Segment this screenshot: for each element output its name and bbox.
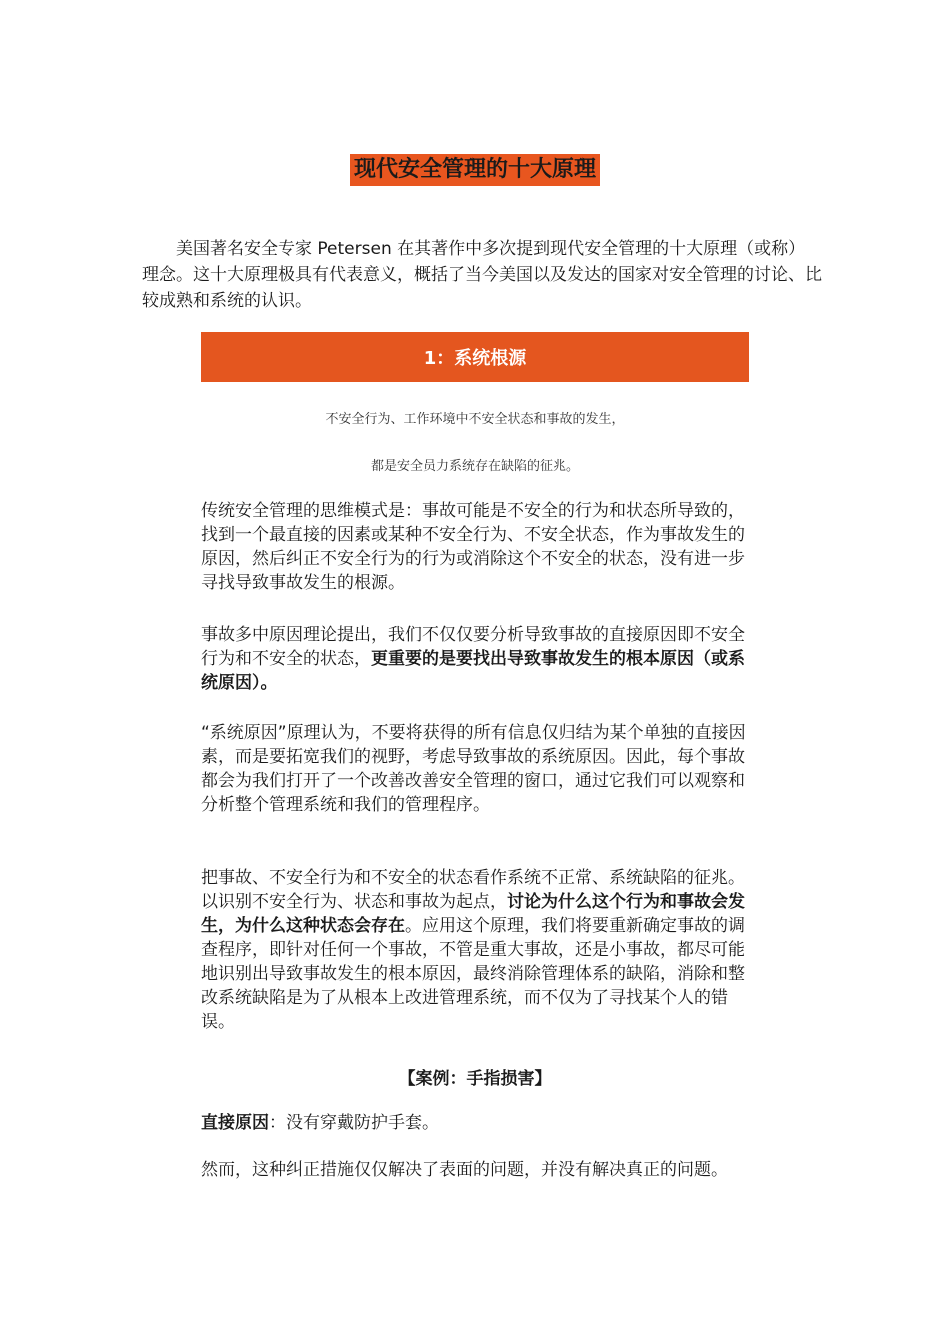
direct-cause-text: ：没有穿戴防护手套。 xyxy=(269,1113,439,1133)
direct-cause xyxy=(201,1111,749,1135)
direct-cause-label: 直接原因 xyxy=(201,1113,269,1133)
paragraph-4-emphasis: 讨论为什么这个行为和事故会发生，为什么这种状态会存在 xyxy=(201,892,745,936)
paragraph-2 xyxy=(201,623,749,695)
quote-line-1: 不安全行为、工作环境中不安全状态和事故的发生， xyxy=(325,412,625,427)
intro-paragraph xyxy=(142,236,822,314)
paragraph-1: 传统安全管理的思维模式是：事故可能是不安全的行为和状态所导致的，找到一个最直接的因素或某种不安全行为、不安全状态，作为事故发生的原因，然后纠正不安全行为的行为或消除这个不安全的状态，没有进一步寻找导致事故发生的根源。 xyxy=(201,501,745,593)
paragraph-4 xyxy=(201,866,749,1034)
paragraph-4-text-b: 。应用这个原理，我们将要重新确定事故的调查程序，即针对任何一个事故，不管是重大事故，还是小事故，都尽可能地识别出导致事故发生的根本原因，最终消除管理体系的缺陷，消除和整改系统缺陷是为了从根本上改进管理系统，而不仅为了寻找某个人的错误。 xyxy=(201,916,745,1032)
intro-text: 美国著名安全专家 Petersen 在其著作中多次提到现代安全管理的十大原理（或称）理念。这十大原理极具有代表意义，概括了当今美国以及发达的国家对安全管理的讨论、比较成熟和系统的认识。 xyxy=(142,239,822,311)
title-wrap xyxy=(0,154,950,186)
paragraph-2-emphasis: 更重要的是要找出导致事故发生的根本原因（或系统原因）。 xyxy=(201,649,745,693)
section-heading: 1：系统根源 xyxy=(423,348,527,369)
section-heading-banner xyxy=(201,332,749,382)
paragraph-3: “系统原因”原理认为，不要将获得的所有信息仅归结为某个单独的直接因素，而是要拓宽我们的视野，考虑导致事故的系统原因。因此，每个事故都会为我们打开了一个改善改善安全管理的窗口，通过它我们可以观察和分析整个管理系统和我们的管理程序。 xyxy=(201,723,746,815)
paragraph-5: 然而，这种纠正措施仅仅解决了表面的问题，并没有解决真正的问题。 xyxy=(201,1160,728,1180)
quote-line-2: 都是安全员力系统存在缺陷的征兆。 xyxy=(370,459,579,474)
case-title: 【案例：手指损害】 xyxy=(398,1069,552,1089)
document-title: 现代安全管理的十大原理 xyxy=(350,154,600,186)
paragraph-2-text: 事故多中原因理论提出，我们不仅仅要分析导致事故的直接原因即不安全行为和不安全的状态， xyxy=(201,625,745,669)
paragraph-4-text-a: 把事故、不安全行为和不安全的状态看作系统不正常、系统缺陷的征兆。以识别不安全行为、状态和事故为起点， xyxy=(201,868,745,912)
